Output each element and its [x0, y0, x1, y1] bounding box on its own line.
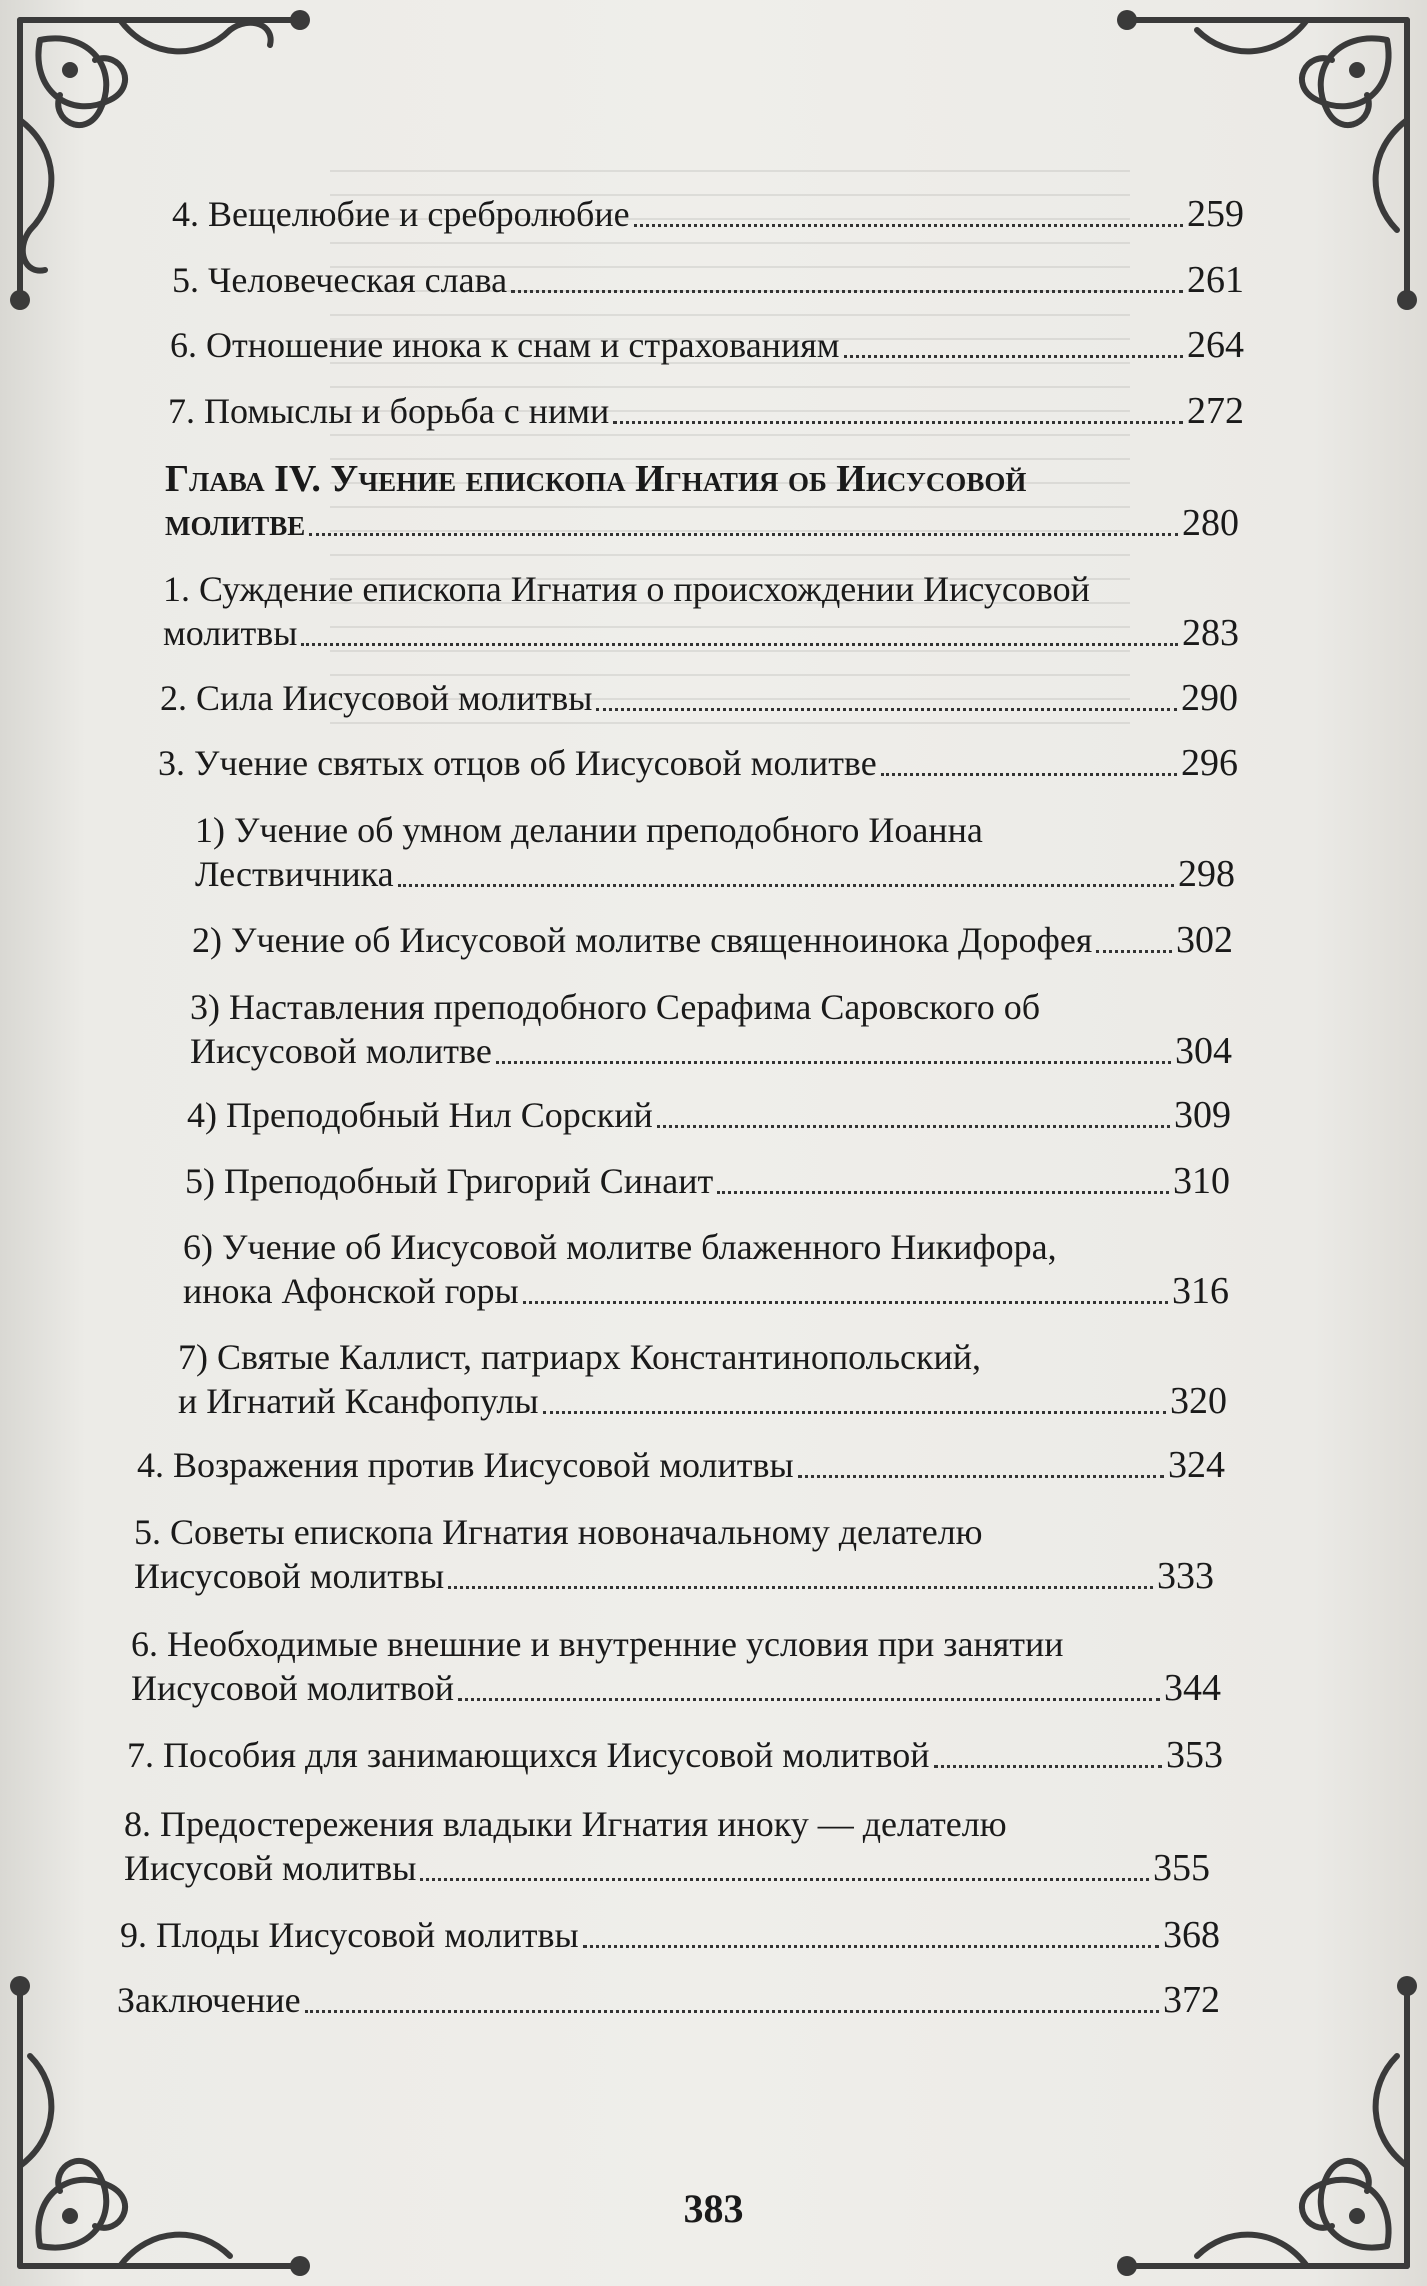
- toc-entry: [170, 323, 1244, 367]
- toc-entry-title: 4. Вещелюбие и сребролюбие: [172, 194, 630, 234]
- toc-entry-title: 5) Преподобный Григорий Синаит: [185, 1161, 714, 1201]
- toc-subentry: [185, 1159, 1230, 1203]
- leader-dots: [634, 224, 1183, 227]
- toc-entry-title: 6) Учение об Иисусовой молитве блаженного Никифора,: [183, 1227, 1057, 1267]
- toc-entry-title: 2) Учение об Иисусовой молитве священноинока Дорофея: [192, 920, 1093, 960]
- toc-entry-title: 4) Преподобный Нил Сорский: [187, 1095, 653, 1135]
- leader-dots: [881, 773, 1177, 776]
- leader-dots: [583, 1945, 1159, 1948]
- toc-chapter-title: Глава IV. Учение епископа Игнатия об Иисусовой: [165, 458, 1027, 500]
- toc-entry-title: Заключение: [117, 1980, 301, 2020]
- toc-page-number: 310: [1173, 1160, 1230, 1202]
- leader-dots: [523, 1301, 1168, 1304]
- toc-entry-title: 6. Отношение инока к снам и страхованиям: [170, 325, 840, 365]
- leader-dots: [1096, 950, 1172, 953]
- toc-entry-title: 1. Суждение епископа Игнатия о происхождении Иисусовой: [163, 569, 1090, 609]
- toc-subentry: [187, 1093, 1231, 1137]
- toc-chapter-heading: [165, 457, 1239, 545]
- toc-page-number: 304: [1175, 1030, 1232, 1072]
- leader-dots: [596, 708, 1177, 711]
- toc-entry-title: 7. Пособия для занимающихся Иисусовой молитвой: [127, 1735, 930, 1775]
- toc-entry-title-cont: Иисусовй молитвы: [124, 1848, 417, 1888]
- toc-entry: [127, 1733, 1223, 1777]
- toc-subentry: [190, 985, 1232, 1073]
- toc-entry-title-cont: инока Афонской горы: [183, 1271, 519, 1311]
- toc-entry: [134, 1510, 1214, 1598]
- toc-subentry: [183, 1225, 1229, 1313]
- toc-subentry: [195, 808, 1235, 896]
- toc-entry: [131, 1622, 1221, 1710]
- toc-entry-title-cont: Иисусовой молитвой: [131, 1668, 455, 1708]
- toc-entry: [120, 1913, 1220, 1957]
- toc-entry-title-cont: и Игнатий Ксанфопулы: [178, 1381, 539, 1421]
- toc-entry-title: 5. Человеческая слава: [172, 260, 508, 300]
- toc-page-number: 290: [1181, 677, 1238, 719]
- leader-dots: [448, 1586, 1153, 1589]
- leader-dots: [844, 355, 1183, 358]
- leader-dots: [309, 533, 1178, 536]
- toc-entry: [172, 258, 1244, 302]
- toc-entry-title-cont: молитвы: [163, 613, 298, 653]
- toc-entry-title: 7. Помыслы и борьба с ними: [168, 391, 610, 431]
- leader-dots: [613, 421, 1183, 424]
- toc-entry-title: 2. Сила Иисусовой молитвы: [160, 678, 593, 718]
- toc-subentry: [178, 1335, 1227, 1423]
- toc-entry: [117, 1978, 1220, 2022]
- toc-page-number: 272: [1187, 390, 1244, 432]
- leader-dots: [398, 884, 1174, 887]
- toc-entry-title-cont: Иисусовой молитвы: [134, 1556, 445, 1596]
- toc-page-number: 264: [1187, 324, 1244, 366]
- toc-page-number: 316: [1172, 1270, 1229, 1312]
- leader-dots: [458, 1698, 1160, 1701]
- toc-page-number: 302: [1176, 919, 1233, 961]
- toc-page-number: 259: [1187, 193, 1244, 235]
- toc-page-number: 280: [1182, 502, 1239, 544]
- toc-entry: [172, 192, 1244, 236]
- page-number: 383: [683, 2186, 744, 2231]
- toc-page-number: 320: [1170, 1380, 1227, 1422]
- toc-entry: [137, 1443, 1225, 1487]
- toc-entry-title: 9. Плоды Иисусовой молитвы: [120, 1915, 579, 1955]
- leader-dots: [496, 1061, 1171, 1064]
- leader-dots: [543, 1411, 1166, 1414]
- toc-page-number: 372: [1163, 1979, 1220, 2021]
- leader-dots: [657, 1125, 1170, 1128]
- toc-page-number: 298: [1178, 853, 1235, 895]
- toc-page-number: 344: [1164, 1667, 1221, 1709]
- toc-page-number: 324: [1168, 1444, 1225, 1486]
- toc-entry-title-cont: Иисусовой молитве: [190, 1031, 492, 1071]
- toc-entry: [168, 389, 1244, 433]
- toc-entry-title: 6. Необходимые внешние и внутренние условия при занятии: [131, 1624, 1064, 1664]
- leader-dots: [934, 1765, 1162, 1768]
- toc-entry-title: 1) Учение об умном делании преподобного Иоанна: [195, 810, 983, 850]
- leader-dots: [798, 1475, 1164, 1478]
- toc-entry-title: 3. Учение святых отцов об Иисусовой молитве: [158, 743, 877, 783]
- leader-dots: [511, 290, 1183, 293]
- leader-dots: [420, 1878, 1149, 1881]
- toc-entry: [160, 676, 1238, 720]
- toc-chapter-title-cont: молитве: [165, 502, 306, 544]
- toc-subentry: [192, 918, 1233, 962]
- toc-entry: [163, 567, 1239, 655]
- leader-dots: [305, 2010, 1159, 2013]
- toc-page-number: 353: [1166, 1734, 1223, 1776]
- toc-entry-title: 7) Святые Каллист, патриарх Константинопольский,: [178, 1337, 982, 1377]
- toc-entry-title: 3) Наставления преподобного Серафима Саровского об: [190, 987, 1041, 1027]
- toc-page-number: 355: [1153, 1847, 1210, 1889]
- toc-entry-title-cont: Лествичника: [195, 854, 394, 894]
- toc-entry-title: 4. Возражения против Иисусовой молитвы: [137, 1445, 794, 1485]
- leader-dots: [717, 1191, 1169, 1194]
- toc-page-number: 309: [1174, 1094, 1231, 1136]
- toc-entry: [124, 1802, 1210, 1890]
- toc-entry-title: 5. Советы епископа Игнатия новоначальному делателю: [134, 1512, 983, 1552]
- toc-page-number: 261: [1187, 259, 1244, 301]
- toc-page-number: 333: [1157, 1555, 1214, 1597]
- toc-page-number: 283: [1182, 612, 1239, 654]
- toc-page-number: 296: [1181, 742, 1238, 784]
- leader-dots: [301, 643, 1178, 646]
- toc-entry: [158, 741, 1238, 785]
- toc-entry-title: 8. Предостережения владыки Игнатия иноку — делателю: [124, 1804, 1007, 1844]
- toc-page-number: 368: [1163, 1914, 1220, 1956]
